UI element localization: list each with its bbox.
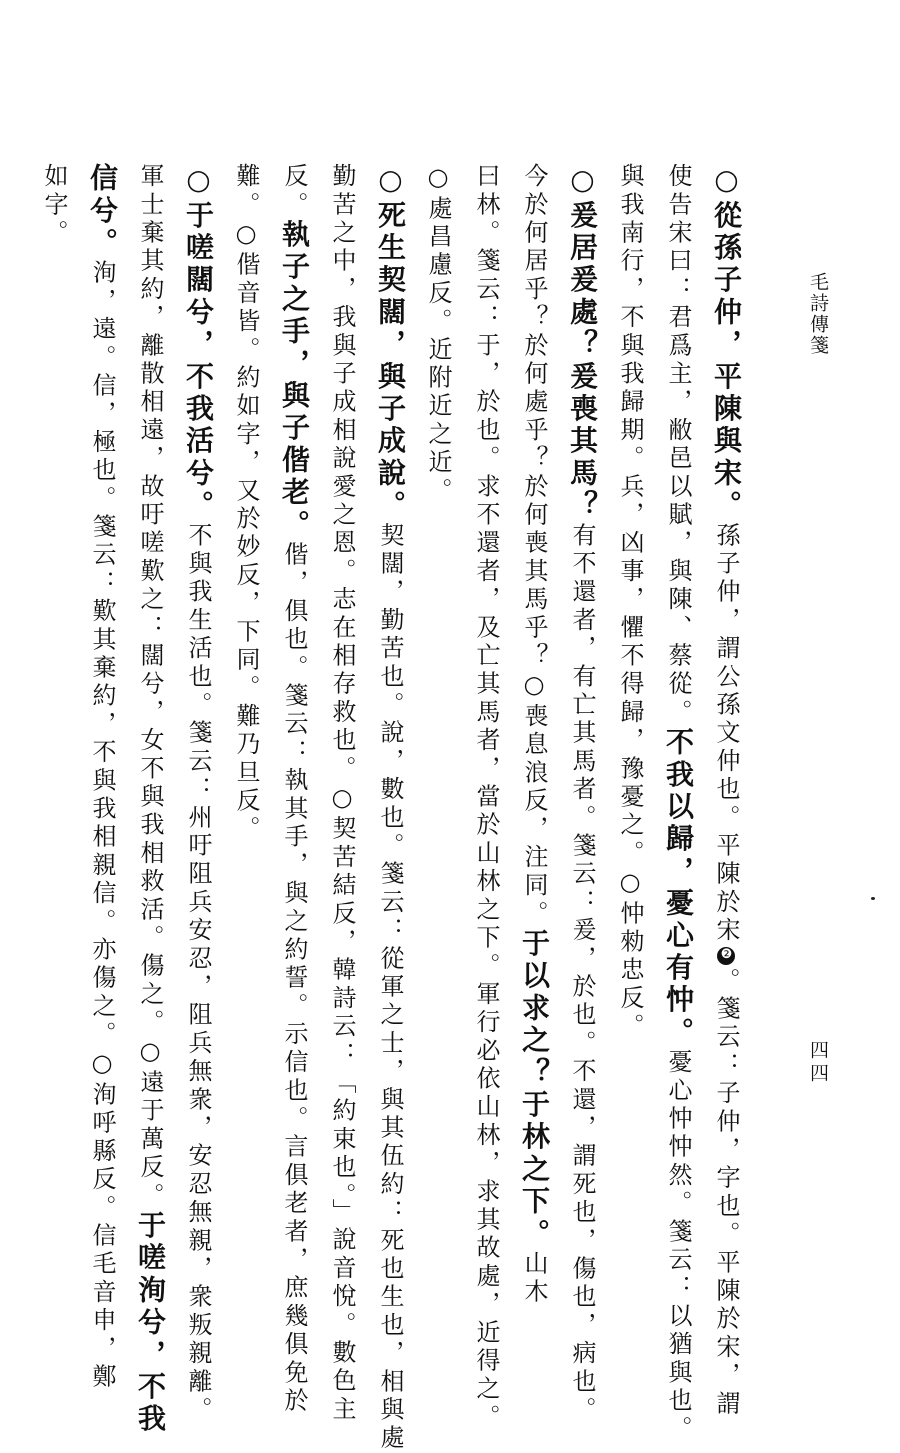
text-column	[510, 163, 558, 1307]
page-number: 四四	[807, 1040, 829, 1086]
commentary-text: 。箋云：子仲，字也。平陳於宋，謂	[712, 967, 740, 1419]
commentary-text: 使告宋曰：君爲主，敝邑以賦，與陳、蔡從。	[664, 163, 692, 727]
commentary-text: 軍士棄其約，離散相遠，故吁嗟歎之：闊兮，女不與我相救活。傷之。○遠于萬反。	[136, 163, 164, 1211]
text-column	[558, 163, 606, 1425]
commentary-text: 偕，俱也。箋云：執其手，與之約誓。示信也。言俱老者，庶幾俱免於	[280, 541, 308, 1416]
main-text: 于以求之？于林之下。	[518, 928, 551, 1251]
vertical-text-body	[40, 163, 750, 1453]
text-column	[702, 163, 750, 1419]
text-column	[318, 163, 366, 1424]
commentary-text: 勤苦之中，我與子成相說愛之恩。志在相存救也。○契苦結反，韓詩云：「約束也。」說音悅。數色主	[328, 163, 356, 1424]
text-column	[654, 163, 702, 1444]
text-column	[462, 163, 510, 1432]
text-column	[174, 163, 222, 1425]
main-text: ○爰居爰處？爰喪其馬？	[566, 163, 599, 523]
commentary-text: 洵，遠。信，極也。箋云：歎其棄約，不與我相親信。亦傷之。○洵呼縣反。信毛音申，鄭	[88, 259, 116, 1392]
running-header-title: 毛詩傳箋	[807, 272, 829, 356]
main-text: ○死生契闊，與子成說。	[374, 163, 407, 523]
main-text: ○從孫子仲，平陳與宋。	[710, 163, 743, 523]
commentary-text: 難。○偕音皆。約如字，又於妙反，下同。難乃旦反。	[232, 163, 260, 844]
text-column	[606, 163, 654, 1243]
main-text: 信兮。	[86, 163, 119, 260]
text-column	[78, 163, 126, 1392]
text-column	[366, 163, 414, 1453]
main-text: 執子之手，與子偕老。	[278, 219, 311, 542]
text-column	[30, 163, 78, 1243]
commentary-text: 如字。	[40, 163, 68, 248]
commentary-text: 山木	[520, 1250, 548, 1307]
commentary-text: 契闊，勤苦也。說，數也。箋云：從軍之士，與其伍約：死也生也，相與處	[376, 522, 404, 1453]
text-column	[270, 163, 318, 1416]
commentary-text: 反。	[280, 163, 308, 220]
main-text: 不我以歸，憂心有忡。	[662, 727, 695, 1049]
commentary-text: 憂心忡忡然。箋云：以猶與也。	[664, 1049, 692, 1444]
ink-speck	[871, 897, 875, 900]
main-text: ○于嗟闊兮，不我活兮。	[182, 163, 215, 523]
main-text: 于嗟洵兮，不我	[134, 1210, 167, 1436]
commentary-text: 今於何居乎？於何處乎？於何喪其馬乎？○喪息浪反，注同。	[520, 163, 548, 929]
text-column	[222, 163, 270, 1243]
commentary-text: ○處昌慮反。近附近之近。	[424, 163, 452, 506]
text-column	[126, 163, 174, 1436]
commentary-text: 與我南行，不與我歸期。兵，凶事，懼不得歸，豫憂之。○忡勑忠反。	[616, 163, 644, 1042]
commentary-text: 有不還者，有亡其馬者。箋云：爰，於也。不還，謂死也，傷也，病也。	[568, 522, 596, 1425]
commentary-text: 不與我生活也。箋云：州吁阻兵安忍，阻兵無衆，安忍無親，衆叛親離。	[184, 522, 212, 1425]
commentary-text: 曰林。箋云：于，於也。求不還者，及亡其馬者，當於山林之下。軍行必依山林，求其故處，近得之。	[472, 163, 500, 1432]
footnote-marker: ❷	[719, 947, 734, 967]
commentary-text: 孫子仲，謂公孫文仲也。平陳於宋	[712, 522, 740, 946]
text-column	[414, 163, 462, 1243]
